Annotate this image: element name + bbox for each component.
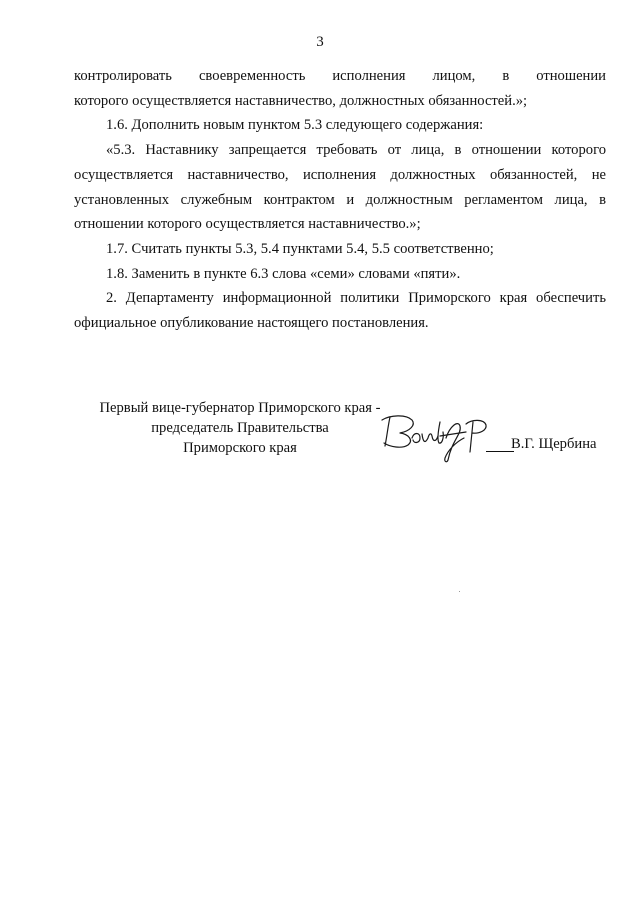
list-item-1-6: 1.6. Дополнить новым пунктом 5.3 следующего содержания: [106, 117, 484, 134]
paragraph-line: которого осуществляется наставничество, должностных обязанностей.»; [74, 92, 528, 109]
position-line: председатель Правительства [151, 420, 329, 436]
scan-speck [459, 591, 460, 592]
page-number: 3 [316, 34, 324, 50]
signatory-position [80, 398, 400, 458]
quote-line: отношении которого осуществляется наставничество.»; [74, 216, 421, 233]
list-item-1-7: 1.7. Считать пункты 5.3, 5.4 пунктами 5.4, 5.5 соответственно; [106, 240, 494, 257]
quote-line: «5.3. Наставнику запрещается требовать от лица, в отношении которого [106, 142, 606, 159]
list-item-1-8: 1.8. Заменить в пункте 6.3 слова «семи» словами «пяти». [106, 265, 461, 282]
position-line: Первый вице-губернатор Приморского края - [99, 400, 381, 416]
signatory-name: В.Г. Щербина [511, 436, 597, 452]
list-item-2-continued: официальное опубликование настоящего постановления. [74, 315, 429, 332]
quote-line: установленных служебным контрактом и должностным регламентом лица, в [74, 191, 606, 208]
signature-underline [486, 451, 514, 452]
handwritten-signature [376, 412, 506, 464]
quote-line: осуществляется наставничество, исполнения должностных обязанностей, не [74, 166, 606, 183]
position-line: Приморского края [183, 440, 297, 456]
paragraph-line: контролировать своевременность исполнения лицом, в отношении [74, 68, 606, 84]
document-body [74, 64, 606, 336]
list-item-2: 2. Департаменту информационной политики Приморского края обеспечить [106, 290, 606, 307]
